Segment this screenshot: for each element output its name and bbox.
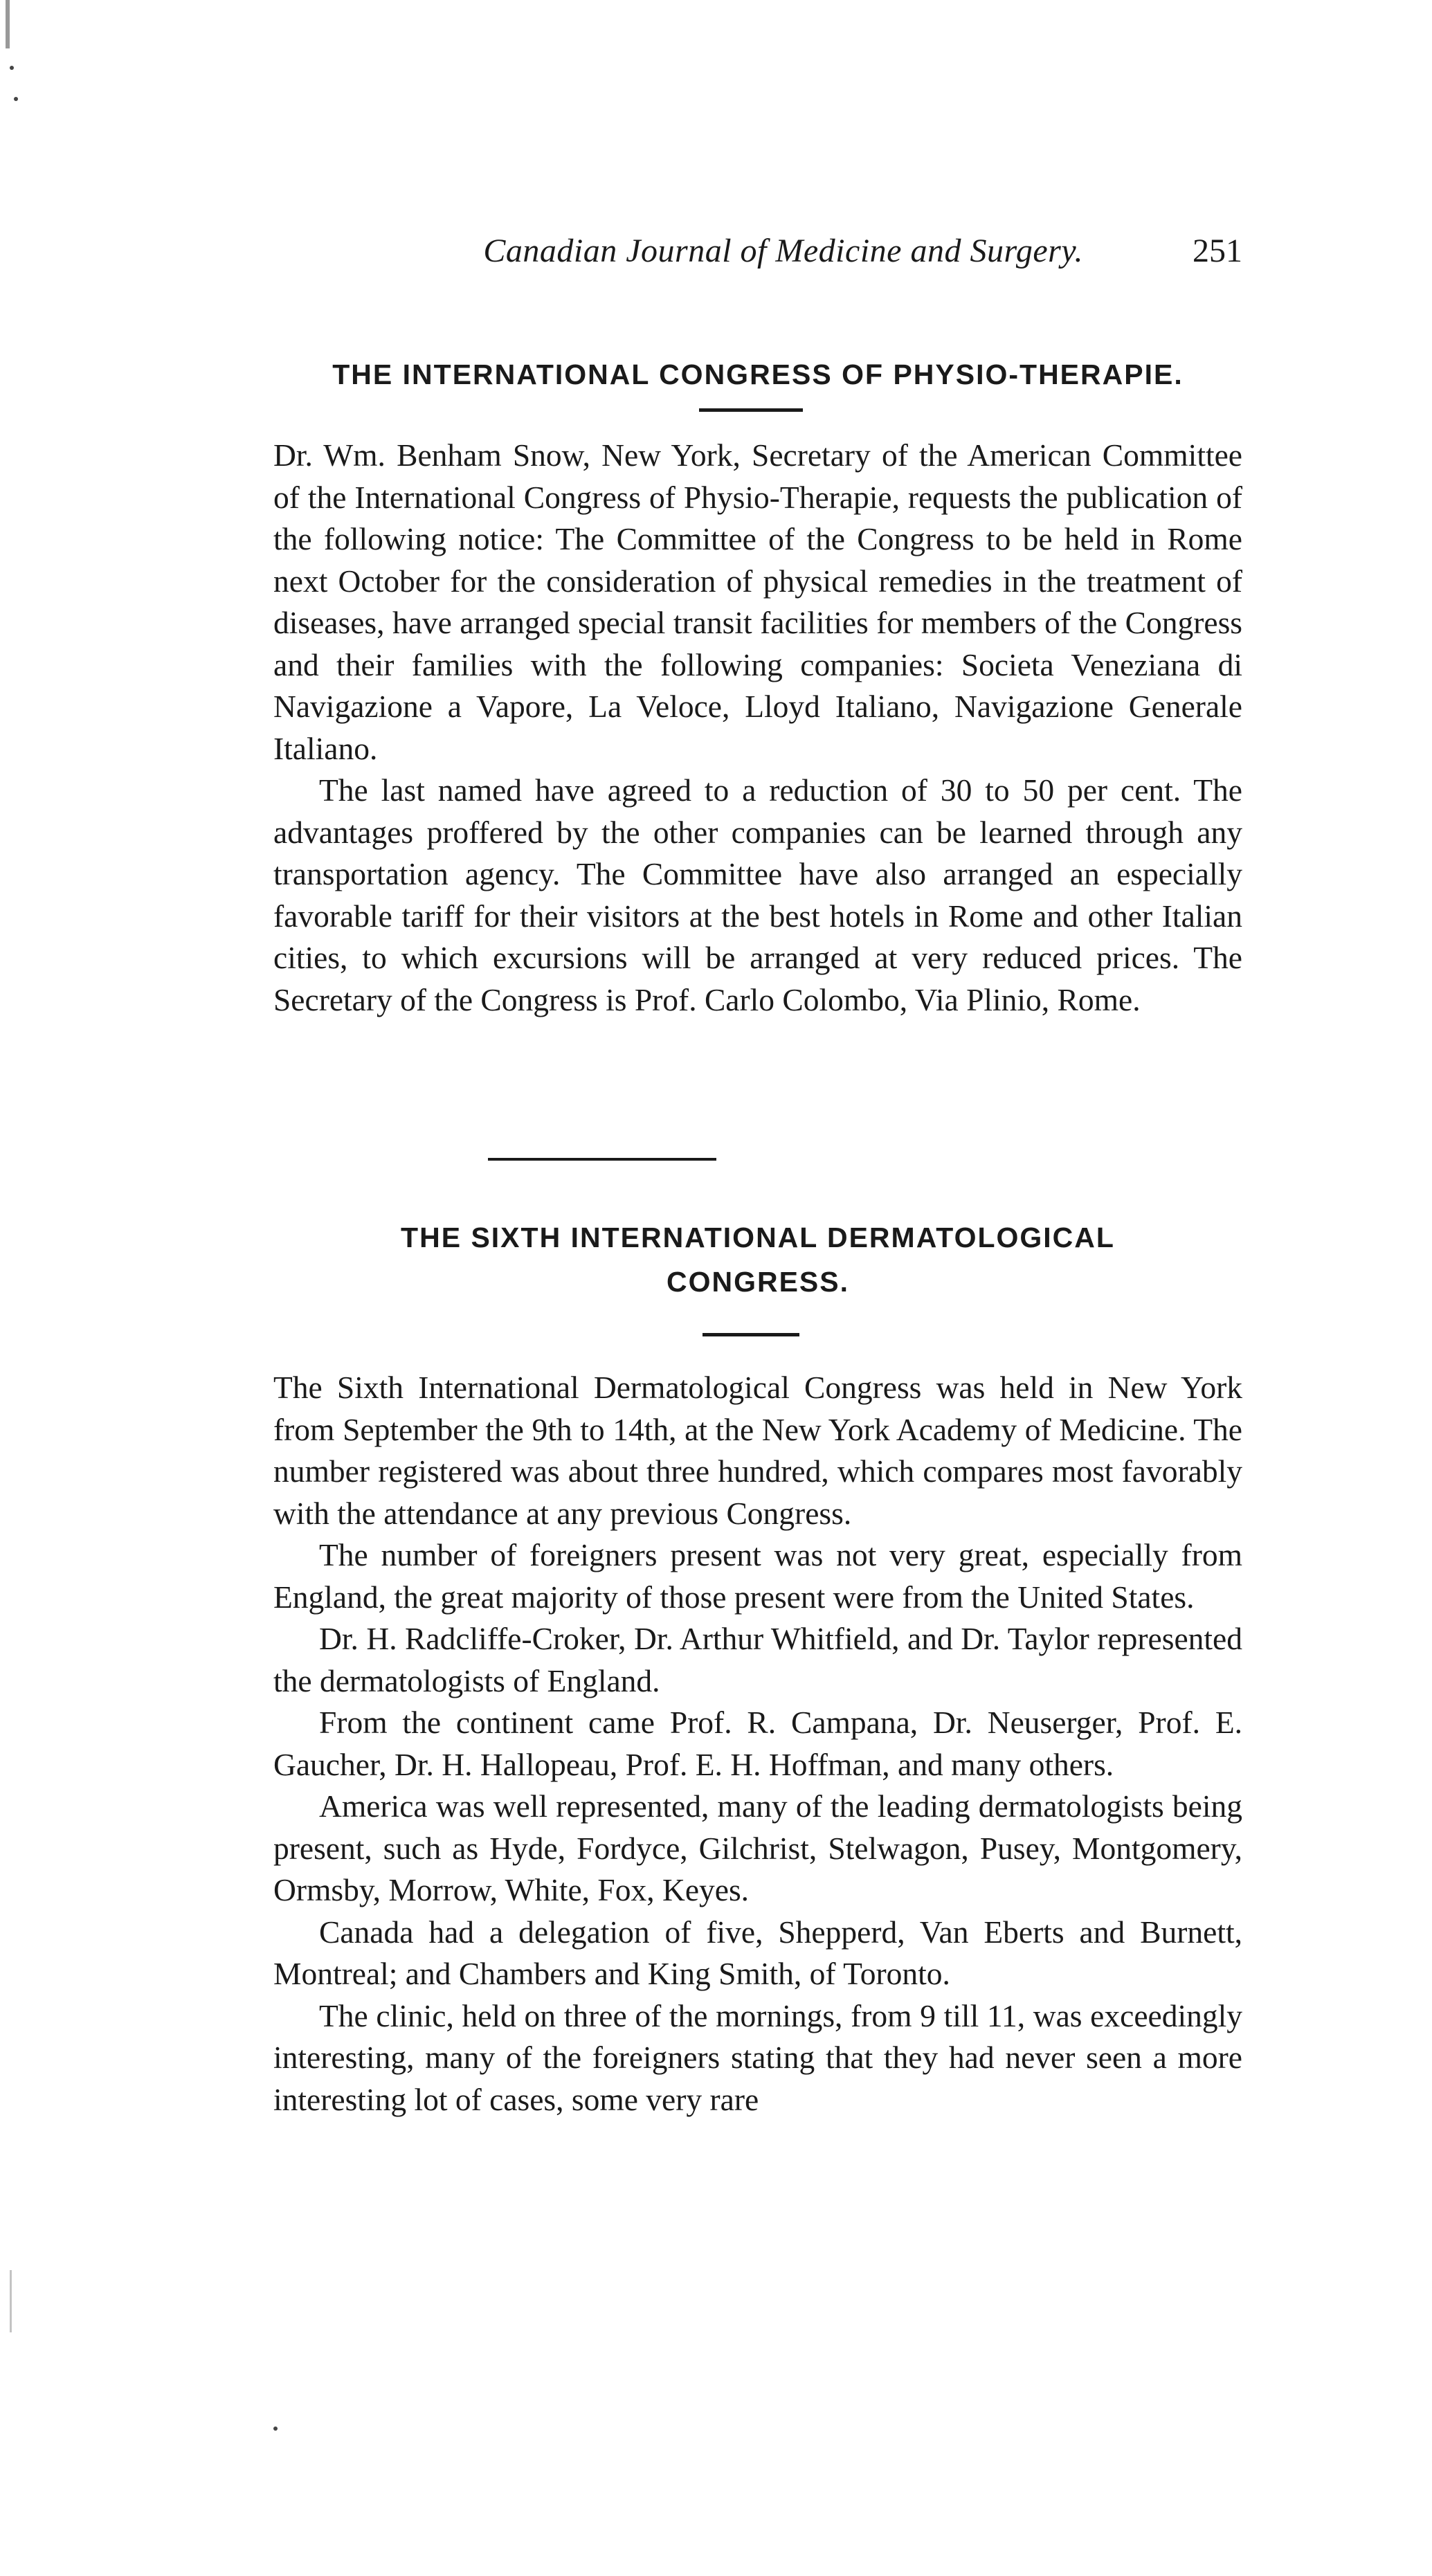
scan-speck (10, 66, 14, 70)
article1-paragraph: The last named have agreed to a reduction of 30 to 50 per cent. The advantages proffered by the other companies can be learned through any transportation agency. The Committee have also arranged an especially favorable tariff for their visitors at the best hotels in Rome and other Italian cities, to which excursions will be arranged at very reduced prices. The Secretary of the Congress is Prof. Carlo Colombo, Via Plinio, Rome. (273, 772, 1242, 1017)
article2-paragraph: The clinic, held on three of the mornings, from 9 till 11, was exceedingly interesting, many of the foreigners stating that they had never seen a more interesting lot of cases, some very rare (273, 1997, 1242, 2117)
section-divider (488, 1158, 716, 1161)
article1-body (273, 435, 1242, 1021)
article2-paragraph: The number of foreigners present was not very great, especially from England, the great majority of those present were from the United States. (273, 1537, 1242, 1615)
article2-paragraph: From the continent came Prof. R. Campana, Dr. Neuserger, Prof. E. Gaucher, Dr. H. Hallopeau, Prof. E. H. Hoffman, and many others. (273, 1705, 1242, 1782)
scan-edge-mark (6, 0, 10, 48)
scan-speck (14, 97, 18, 101)
article2-paragraph: The Sixth International Dermatological Congress was held in New York from September the 9th to 14th, at the New York Academy of Medicine. The number registered was about three hundred, which compares most favorably with the attendance at any previous Congress. (273, 1370, 1242, 1531)
title-underline (699, 408, 803, 412)
article1-title: THE INTERNATIONAL CONGRESS OF PHYSIO-THERAPIE. (332, 359, 1184, 390)
article2-paragraph: America was well represented, many of the leading dermatologists being present, such as Hyde, Fordyce, Gilchrist, Stelwagon, Pusey, Montgomery, Ormsby, Morrow, White, Fox, Keyes. (273, 1788, 1242, 1907)
article1-paragraph: Dr. Wm. Benham Snow, New York, Secretary of the American Committee of the International Congress of Physio-Therapie, requests the publication of the following notice: The Committee of the Congress to be held in Rome next October for the consideration of physical remedies in the treatment of diseases, have arranged special transit facilities for members of the Congress and their families with the following companies: Societa Veneziana di Navigazione a Vapore, La Veloce, Lloyd Italiano, Navigazione Generale Italiano. (273, 437, 1242, 766)
page-content (273, 0, 1242, 2576)
article2-paragraph: Dr. H. Radcliffe-Croker, Dr. Arthur Whitfield, and Dr. Taylor represented the dermatologists of England. (273, 1621, 1242, 1698)
article2-paragraph: Canada had a delegation of five, Shepperd, Van Eberts and Burnett, Montreal; and Chambers and King Smith, of Toronto. (273, 1914, 1242, 1991)
page-number: 251 (1193, 233, 1242, 269)
running-header (287, 232, 1242, 280)
article2-title-line2: CONGRESS. (666, 1266, 850, 1298)
scan-edge-mark (10, 2270, 12, 2332)
article2-body (273, 1367, 1242, 2121)
article2-title-line1: THE SIXTH INTERNATIONAL DERMATOLOGICAL (401, 1222, 1115, 1253)
title-underline (703, 1333, 799, 1336)
running-title: Canadian Journal of Medicine and Surgery. (483, 233, 1083, 269)
